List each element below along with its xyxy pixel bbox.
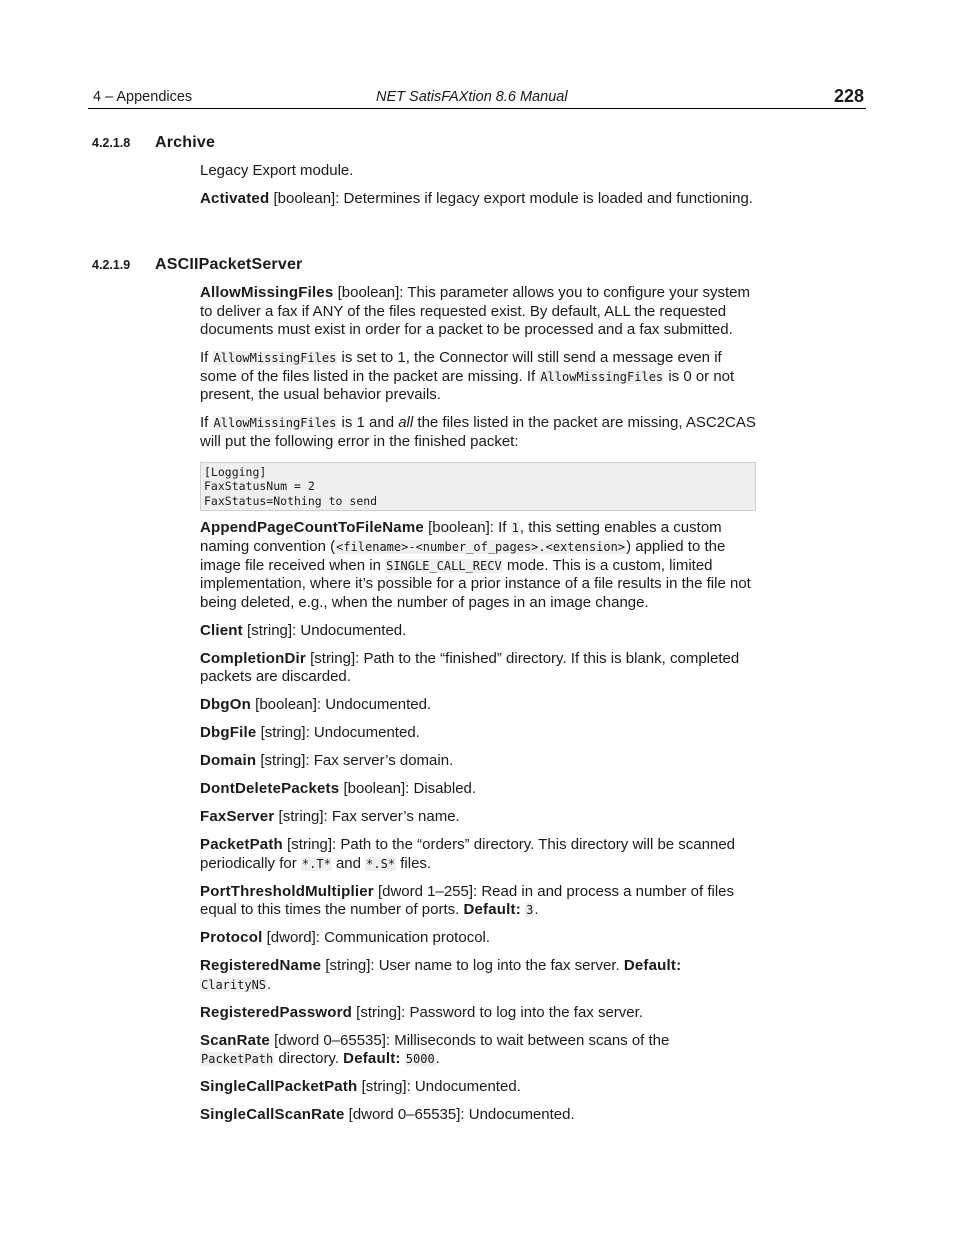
- param-desc: [dword 0–65535]: Undocumented.: [344, 1106, 575, 1124]
- param-term: SingleCallScanRate: [200, 1106, 345, 1124]
- param-term: Protocol: [200, 929, 263, 947]
- param-desc: [string]: Undocumented.: [357, 1078, 521, 1096]
- text: , this setting enables a custom naming convention (: [200, 519, 722, 555]
- param-dbgfile: [200, 724, 756, 743]
- code-line: FaxStatusNum = 2: [204, 479, 315, 494]
- inline-code: 1: [511, 521, 519, 536]
- header-section: 4 – Appendices: [93, 89, 193, 105]
- heading-asciipacketserver: [92, 256, 303, 274]
- param-desc: [string]: Undocumented.: [242, 621, 407, 639]
- param-term: ScanRate: [200, 1031, 270, 1049]
- param-faxserver: [200, 808, 756, 827]
- text: If: [200, 349, 213, 367]
- param-desc: [boolean]: Undocumented.: [251, 696, 432, 714]
- text: [string]: Path to the “orders” directory. This directory will be scanned periodically for: [200, 836, 736, 872]
- param-desc: [string]: Path to the “finished” directory. If this is blank, completed packets are discarded.: [200, 649, 740, 686]
- section-title: Archive: [155, 134, 216, 151]
- inline-code: *.S*: [366, 856, 396, 871]
- param-term: RegisteredPassword: [200, 1003, 352, 1021]
- text: the files listed in the packet are missing, ASC2CAS will put the following error in the finished packet:: [200, 414, 756, 450]
- param-desc: [string]: Undocumented.: [256, 724, 420, 742]
- text: files.: [396, 854, 432, 872]
- inline-code: <filename>-<number_of_pages>.<extension>: [336, 539, 626, 554]
- param-term: FaxServer: [200, 808, 275, 826]
- inline-code: *.T*: [301, 856, 331, 871]
- allowmissing-note-1: [200, 349, 756, 405]
- param-allowmissingfiles: [200, 284, 756, 340]
- param-term: DontDeletePackets: [200, 780, 340, 798]
- inline-code: SINGLE_CALL_RECV: [386, 558, 502, 573]
- ascii-body: [200, 284, 756, 1134]
- param-registeredname: [200, 957, 756, 994]
- param-client: [200, 622, 756, 641]
- page-header: [88, 86, 866, 109]
- param-singlecallscanrate: [200, 1106, 756, 1125]
- allowmissing-note-2: [200, 414, 756, 451]
- inline-code: AllowMissingFiles: [540, 369, 664, 384]
- archive-body: [200, 162, 756, 218]
- param-desc: [string]: Fax server’s name.: [274, 808, 460, 826]
- param-term: SingleCallPacketPath: [200, 1078, 358, 1096]
- param-desc: [boolean]: Determines if legacy export module is loaded and functioning.: [269, 189, 753, 207]
- param-term: Domain: [200, 752, 257, 770]
- param-desc: [string]: Fax server’s domain.: [256, 752, 454, 770]
- param-desc: [boolean]: Disabled.: [339, 780, 477, 798]
- param-desc: [dword]: Communication protocol.: [262, 929, 491, 947]
- text: [dword 0–65535]: Milliseconds to wait between scans of the: [269, 1031, 670, 1049]
- param-desc: [boolean]: This parameter allows you to configure your system to deliver a fax if ANY of the files requested exist. By default, ALL the requested documents must exist in order for a packet to be processed and a fax submitted.: [200, 284, 751, 339]
- param-term: AllowMissingFiles: [200, 284, 334, 301]
- param-term: CompletionDir: [200, 649, 306, 667]
- param-activated: [200, 190, 756, 209]
- text: .: [534, 901, 539, 919]
- param-domain: [200, 752, 756, 771]
- section-number: 4.2.1.9: [92, 258, 131, 272]
- text: and: [331, 854, 366, 872]
- text: .: [267, 975, 272, 993]
- text: .: [435, 1050, 440, 1068]
- archive-intro: Legacy Export module.: [200, 162, 354, 179]
- text: directory.: [274, 1050, 344, 1068]
- param-term: Activated: [200, 189, 270, 207]
- section-number: 4.2.1.8: [92, 136, 131, 150]
- text: ) applied to the image file received when in: [200, 537, 726, 574]
- inline-code: ClarityNS: [201, 977, 267, 992]
- code-line: [Logging]: [204, 464, 267, 479]
- heading-archive: [92, 134, 215, 152]
- text: [dword 1–255]: Read in and process a number of files equal to this times the number of ports.: [200, 882, 734, 919]
- param-term: DbgOn: [200, 696, 251, 714]
- text: mode. This is a custom, limited implementation, where it’s possible for a prior instance of a file results in the file not being deleted, e.g., when the number of pages in an image change.: [200, 556, 751, 611]
- param-term: RegisteredName: [200, 957, 322, 975]
- param-appendpagecount: [200, 519, 756, 612]
- emphasis: all: [398, 414, 414, 432]
- param-term: DbgFile: [200, 724, 257, 742]
- param-portthresholdmultiplier: [200, 883, 756, 920]
- param-packetpath: [200, 836, 756, 873]
- param-desc: [string]: Password to log into the fax server.: [352, 1003, 643, 1021]
- text: [boolean]: If: [423, 519, 511, 537]
- inline-code: AllowMissingFiles: [213, 351, 337, 366]
- section-title: ASCIIPacketServer: [155, 256, 303, 273]
- inline-code: AllowMissingFiles: [213, 416, 337, 431]
- default-label: Default:: [623, 957, 682, 975]
- param-completiondir: [200, 650, 756, 687]
- header-manual-title: NET SatisFAXtion 8.6 Manual: [376, 89, 568, 105]
- text: is set to 1, the Connector will still send a message even if some of the files listed in the packet are missing. If: [200, 349, 722, 385]
- param-scanrate: [200, 1032, 756, 1069]
- code-block: [200, 462, 756, 512]
- param-singlecallpacketpath: [200, 1078, 756, 1097]
- code-line: FaxStatus=Nothing to send: [204, 493, 378, 508]
- default-label: Default:: [343, 1050, 401, 1068]
- text: is 1 and: [337, 414, 399, 432]
- inline-code: PacketPath: [201, 1052, 274, 1067]
- param-protocol: [200, 929, 756, 948]
- text: is 0 or not present, the usual behavior prevails.: [200, 367, 735, 404]
- text: [string]: User name to log into the fax server.: [321, 957, 624, 975]
- text: If: [200, 414, 213, 432]
- param-dontdeletepackets: [200, 780, 756, 799]
- param-term: AppendPageCountToFileName: [200, 519, 424, 537]
- inline-code: 3: [526, 903, 534, 918]
- param-registeredpassword: [200, 1004, 756, 1023]
- default-label: Default:: [463, 901, 521, 919]
- param-term: Client: [200, 621, 243, 639]
- inline-code: 5000: [405, 1052, 435, 1067]
- param-term: PacketPath: [200, 836, 283, 854]
- param-term: PortThresholdMultiplier: [200, 882, 374, 900]
- param-dbgon: [200, 696, 756, 715]
- page-number: 228: [833, 86, 864, 106]
